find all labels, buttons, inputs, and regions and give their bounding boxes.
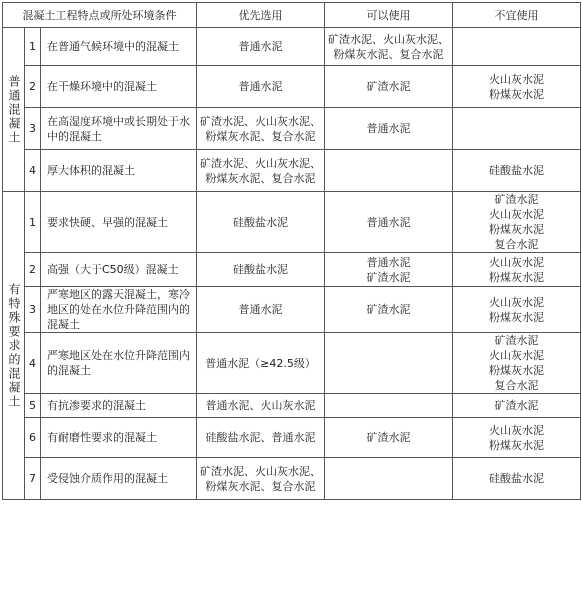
category-cell: 普通混凝土	[3, 28, 25, 192]
usable-cell	[325, 192, 453, 253]
cement-line: 矿渣水泥	[366, 303, 411, 316]
cement-line: 普通水泥	[366, 255, 411, 269]
table-row	[3, 253, 581, 287]
row-number: 1	[25, 28, 41, 66]
cement-line: 普通水泥	[366, 122, 411, 135]
condition-cell: 受侵蚀介质作用的混凝土	[41, 458, 197, 500]
header-condition: 混凝土工程特点或所处环境条件	[3, 3, 197, 28]
cement-line: 复合水泥	[494, 379, 539, 392]
cement-line: 火山灰水泥	[489, 255, 544, 269]
table-row	[3, 394, 581, 418]
preferred-cell	[197, 287, 325, 333]
row-number: 1	[25, 192, 41, 253]
cement-line: 普通水泥	[238, 40, 283, 53]
table-row	[3, 28, 581, 66]
usable-cell	[325, 333, 453, 394]
unsuitable-cell	[453, 150, 581, 192]
cement-line: 矿渣水泥	[494, 399, 539, 412]
usable-cell	[325, 150, 453, 192]
cement-line: 硅酸盐水泥	[233, 263, 288, 276]
table-row	[3, 66, 581, 108]
preferred-cell	[197, 418, 325, 458]
table-row	[3, 150, 581, 192]
cement-line: 硅酸盐水泥、普通水泥	[205, 431, 316, 444]
usable-cell	[325, 253, 453, 287]
unsuitable-cell	[453, 253, 581, 287]
header-preferred: 优先选用	[197, 3, 325, 28]
cement-line: 粉煤灰水泥	[489, 364, 544, 377]
table-body	[3, 28, 581, 500]
row-number: 6	[25, 418, 41, 458]
row-number: 4	[25, 150, 41, 192]
preferred-cell	[197, 28, 325, 66]
preferred-cell	[197, 394, 325, 418]
cement-line: 火山灰水泥	[489, 423, 544, 437]
unsuitable-cell	[453, 28, 581, 66]
condition-cell: 要求快硬、早强的混凝土	[41, 192, 197, 253]
cement-line: 粉煤灰水泥	[489, 270, 544, 284]
cement-line: 粉煤灰水泥	[489, 87, 544, 101]
row-number: 3	[25, 108, 41, 150]
table-row	[3, 108, 581, 150]
condition-cell: 厚大体积的混凝土	[41, 150, 197, 192]
cement-line: 普通水泥	[238, 80, 283, 93]
usable-cell	[325, 108, 453, 150]
table-row	[3, 192, 581, 253]
unsuitable-cell	[453, 108, 581, 150]
cement-line: 普通水泥（≥42.5级）	[205, 356, 316, 370]
condition-cell: 在高湿度环境中或长期处于水中的混凝土	[41, 108, 197, 150]
condition-cell: 在普通气候环境中的混凝土	[41, 28, 197, 66]
cement-line: 矿渣水泥、火山灰水泥、	[200, 114, 321, 128]
cement-line: 矿渣水泥	[494, 334, 539, 347]
cement-line: 粉煤灰水泥、复合水泥	[205, 479, 316, 493]
header-unsuitable: 不宜使用	[453, 3, 581, 28]
condition-cell: 有抗渗要求的混凝土	[41, 394, 197, 418]
table-row	[3, 458, 581, 500]
unsuitable-cell	[453, 458, 581, 500]
usable-cell	[325, 66, 453, 108]
preferred-cell	[197, 66, 325, 108]
cement-line: 复合水泥	[494, 238, 539, 251]
cement-line: 矿渣水泥、火山灰水泥、	[200, 464, 321, 478]
cement-line: 矿渣水泥、火山灰水泥、	[328, 32, 449, 46]
cement-line: 矿渣水泥	[366, 431, 411, 444]
table-row	[3, 333, 581, 394]
row-number: 3	[25, 287, 41, 333]
cement-line: 火山灰水泥	[489, 349, 544, 362]
preferred-cell	[197, 192, 325, 253]
cement-line: 粉煤灰水泥	[489, 310, 544, 324]
cement-line: 矿渣水泥	[494, 193, 539, 206]
cement-line: 普通水泥	[366, 215, 411, 229]
header-usable: 可以使用	[325, 3, 453, 28]
preferred-cell	[197, 108, 325, 150]
row-number: 2	[25, 66, 41, 108]
table-row	[3, 287, 581, 333]
condition-cell: 有耐磨性要求的混凝土	[41, 418, 197, 458]
cement-line: 硅酸盐水泥	[489, 164, 544, 177]
unsuitable-cell	[453, 394, 581, 418]
table-row	[3, 418, 581, 458]
row-number: 5	[25, 394, 41, 418]
usable-cell	[325, 418, 453, 458]
cement-line: 粉煤灰水泥、复合水泥	[205, 171, 316, 185]
cement-line: 硅酸盐水泥	[233, 215, 288, 229]
cement-line: 粉煤灰水泥、复合水泥	[333, 47, 444, 61]
cement-selection-table	[2, 2, 581, 500]
condition-cell: 高强（大于C50级）混凝土	[41, 253, 197, 287]
table-header-row	[3, 3, 581, 28]
cement-line: 硅酸盐水泥	[489, 472, 544, 485]
unsuitable-cell	[453, 66, 581, 108]
cement-line: 火山灰水泥	[489, 295, 544, 309]
cement-line: 粉煤灰水泥、复合水泥	[205, 129, 316, 143]
category-cell: 有特殊要求的混凝土	[3, 192, 25, 500]
cement-line: 矿渣水泥	[366, 270, 411, 284]
row-number: 4	[25, 333, 41, 394]
cement-line: 矿渣水泥	[366, 80, 411, 93]
cement-line: 火山灰水泥	[489, 72, 544, 86]
unsuitable-cell	[453, 333, 581, 394]
usable-cell	[325, 287, 453, 333]
cement-line: 粉煤灰水泥	[489, 223, 544, 236]
preferred-cell	[197, 458, 325, 500]
unsuitable-cell	[453, 192, 581, 253]
unsuitable-cell	[453, 287, 581, 333]
condition-cell: 严寒地区的露天混凝土，寒冷地区的处在水位升降范围内的混凝土	[41, 287, 197, 333]
cement-line: 矿渣水泥、火山灰水泥、	[200, 156, 321, 170]
condition-cell: 严寒地区处在水位升降范围内的混凝土	[41, 333, 197, 394]
cement-line: 火山灰水泥	[489, 208, 544, 221]
cement-line: 普通水泥	[238, 303, 283, 316]
usable-cell	[325, 28, 453, 66]
cement-line: 普通水泥、火山灰水泥	[205, 399, 316, 412]
condition-cell: 在干燥环境中的混凝土	[41, 66, 197, 108]
row-number: 7	[25, 458, 41, 500]
preferred-cell	[197, 253, 325, 287]
row-number: 2	[25, 253, 41, 287]
cement-line: 粉煤灰水泥	[489, 438, 544, 452]
preferred-cell	[197, 150, 325, 192]
unsuitable-cell	[453, 418, 581, 458]
preferred-cell	[197, 333, 325, 394]
usable-cell	[325, 394, 453, 418]
usable-cell	[325, 458, 453, 500]
